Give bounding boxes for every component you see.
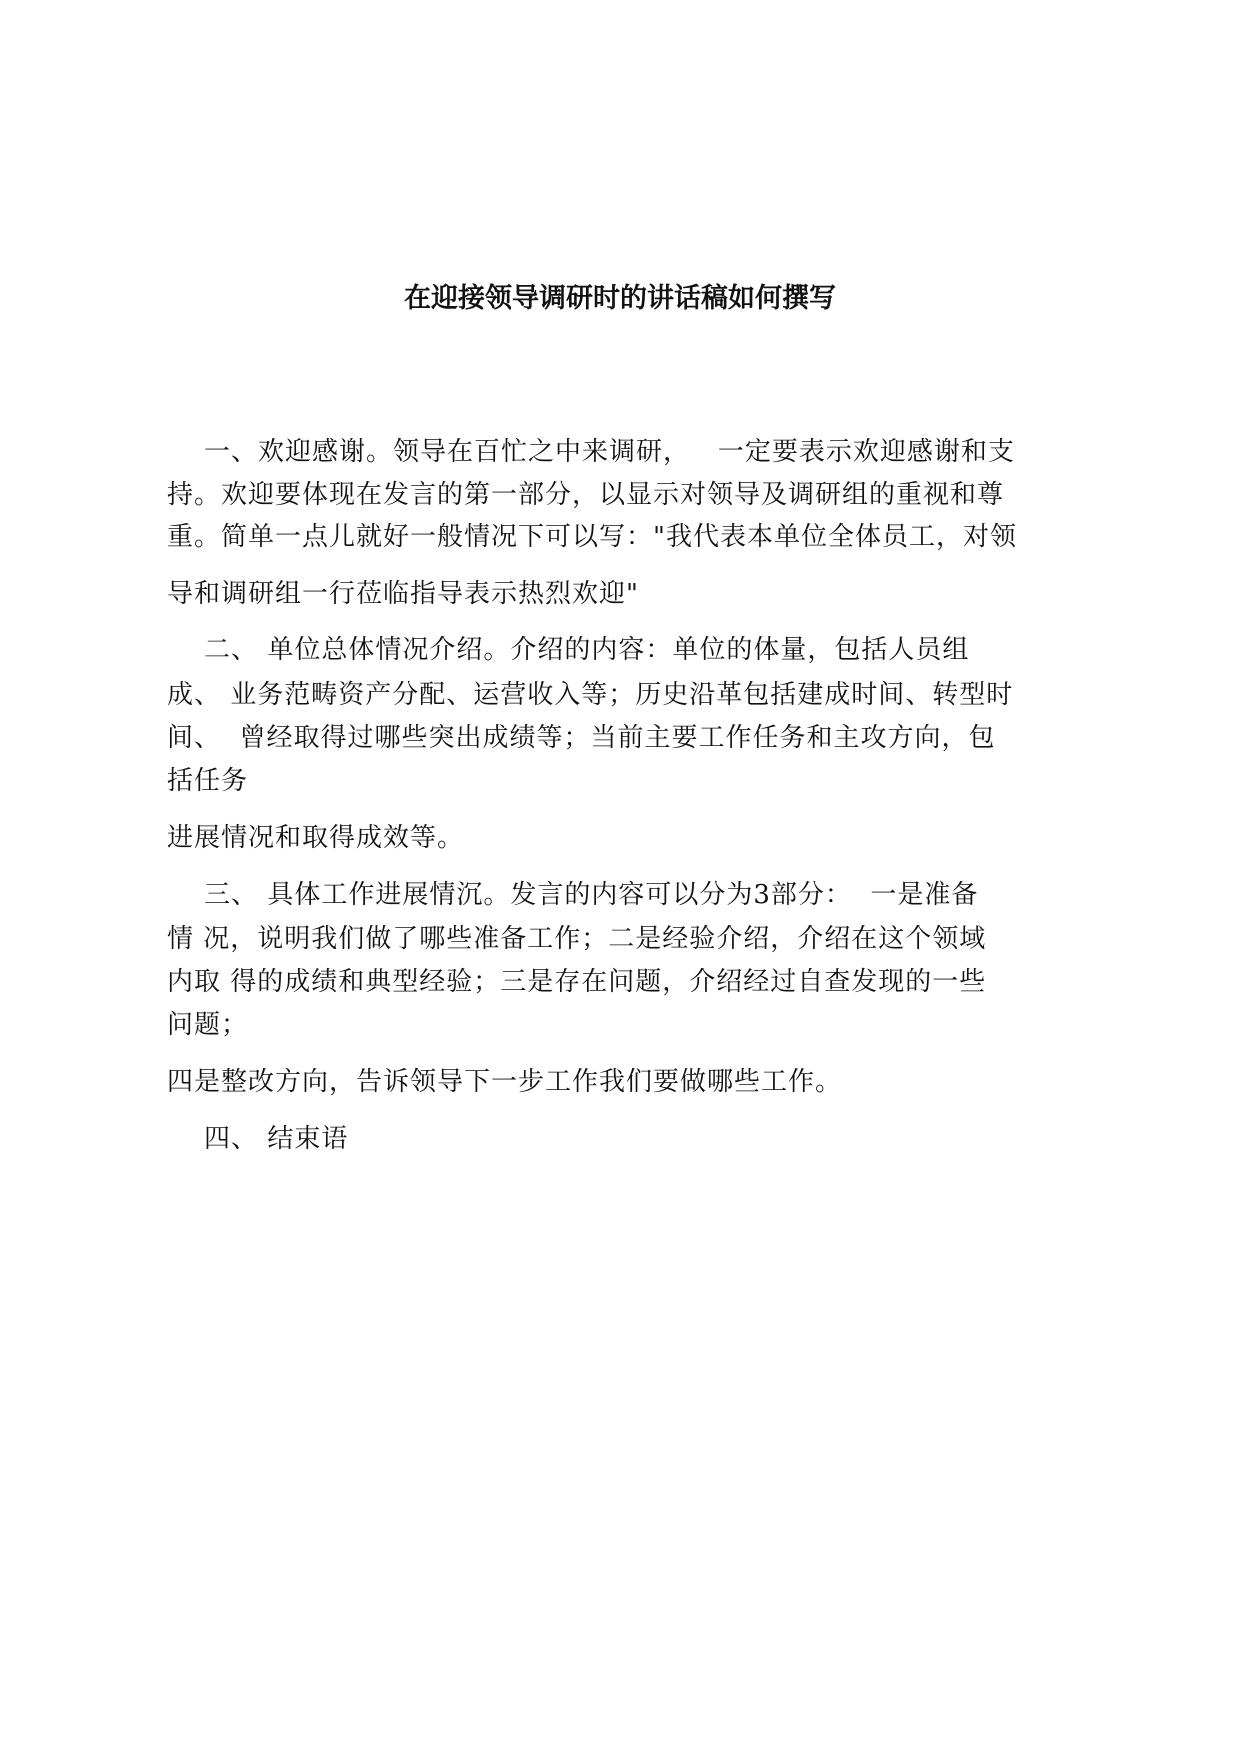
paragraph-line: 括任务 [167,766,249,796]
paragraph-line: 间、 曾经取得过哪些突出成绩等；当前主要工作任务和主攻方向，包 [167,723,996,753]
paragraph-line: 二、 单位总体情况介绍。介绍的内容：单位的体量，包括人员组 [167,635,970,665]
paragraph-line: 重。简单一点儿就好一般情况下可以写："我代表本单位全体员工，对领 [167,522,1017,552]
paragraph-line: 四、 结束语 [167,1124,349,1154]
paragraph-line: 四是整改方向，告诉领导下一步工作我们要做哪些工作。 [167,1067,843,1097]
paragraph-line: 成、 业务范畴资产分配、运营收入等；历史沿革包括建成时间、转型时 [167,680,1014,710]
paragraph-line: 三、 具体工作进展情沉。发言的内容可以分为3部分： 一是准备 [167,880,979,910]
paragraph-line: 一、欢迎感谢。领导在百忙之中来调研， 一定要表示欢迎感谢和支 [167,437,1015,467]
paragraph-line: 内取 得的成绩和典型经验；三是存在问题，介绍经过自查发现的一些 [167,967,987,997]
paragraph-line: 持。欢迎要体现在发言的第一部分，以显示对领导及调研组的重视和尊 [167,480,1005,510]
paragraph-line: 导和调研组一行莅临指导表示热烈欢迎" [167,579,639,609]
paragraph-line: 进展情况和取得成效等。 [167,823,465,853]
document-title: 在迎接领导调研时的讲话稿如何撰写 [404,283,836,314]
paragraph-line: 情 况，说明我们做了哪些准备工作；二是经验介绍，介绍在这个领域 [167,924,987,954]
paragraph-line: 问题； [167,1010,249,1040]
